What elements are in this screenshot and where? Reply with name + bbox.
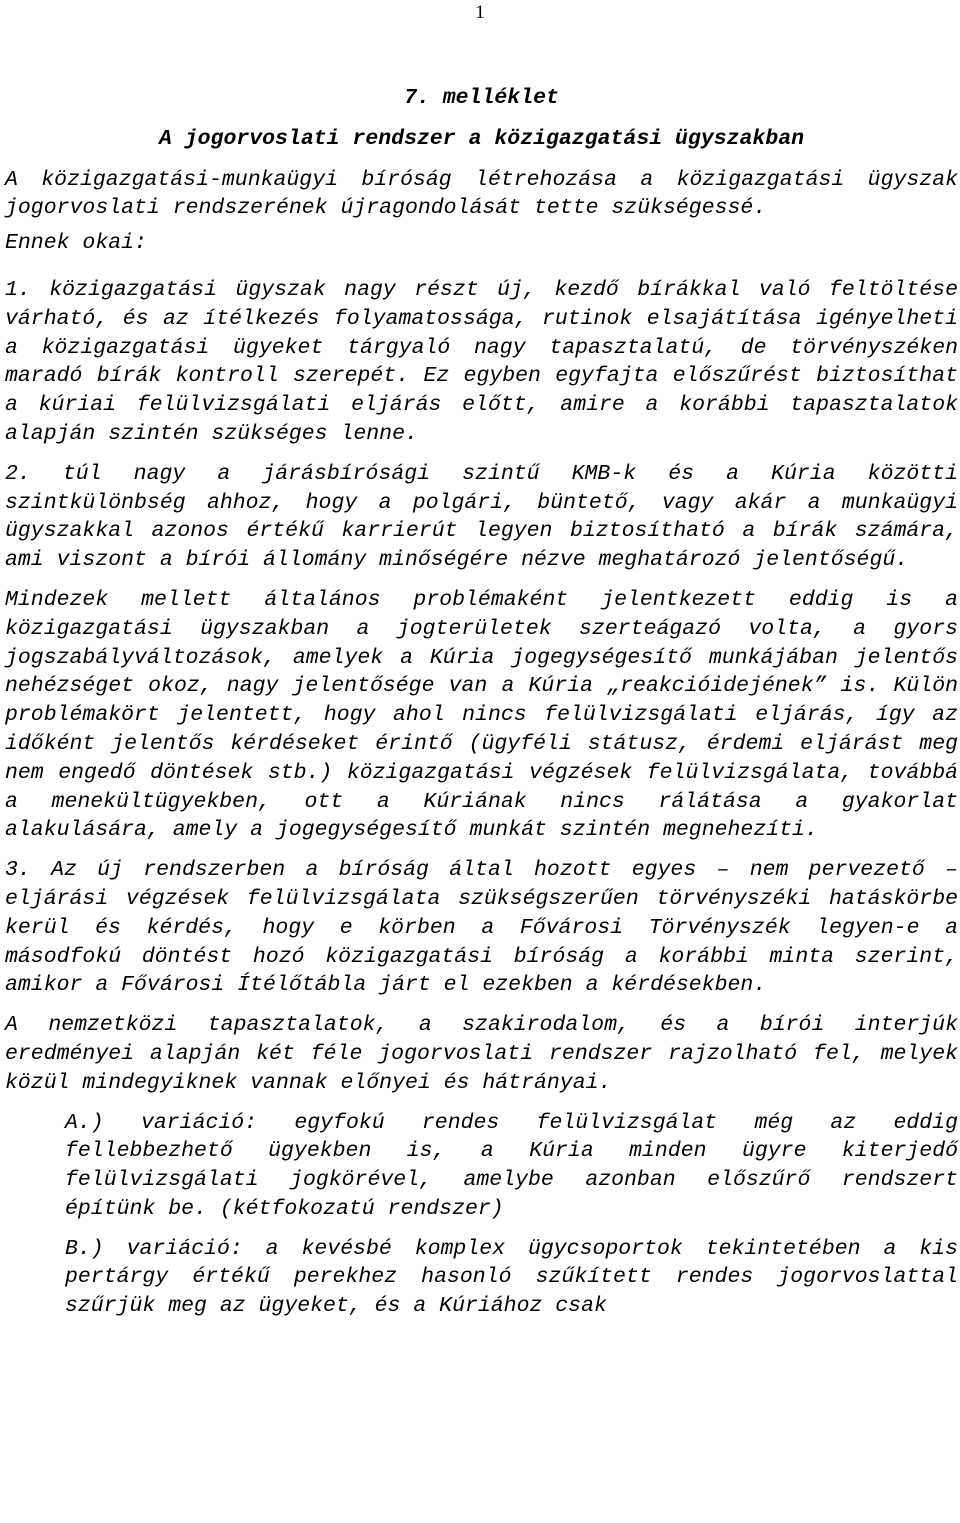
annex-heading: 7. melléklet: [404, 86, 559, 110]
variant-b-paragraph: B.) variáció: a kevésbé komplex ügycsoportok tekintetében a kis pertárgy értékű perekhez hasonló szűkített rendes jogorvoslattal szűrjük meg az ügyeket, és a Kúriához csak: [65, 1236, 958, 1319]
reason-2-paragraph: 2. túl nagy a járásbírósági szintű KMB-k és a Kúria közötti szintkülönbség ahhoz, hogy a polgári, büntető, vagy akár a munkaügyi ügyszakkal azonos értékű karrierút legyen biztosítható a bírák számára, ami viszont a bírói állomány minőségére nézve meghatározó jelentőségű.: [5, 461, 958, 573]
general-problems-paragraph: Mindezek mellett általános problémaként jelentkezett eddig is a közigazgatási ügyszakban a jogterületek szerteágazó volta, a gyors jogszabályváltozások, amelyek a Kúria jogegységesítő munkájában jelentős nehézséget okoz, nagy jelentősége van a Kúria „reakcióidejének” is. Külön problémakört jelentett, hogy ahol nincs felülvizsgálati eljárás, így az időként jelentős kérdéseket érintő (ügyféli státusz, érdemi eljárást meg nem engedő döntések stb.) közigazgatási végzések felülvizsgálata, továbbá a menekültügyekben, ott a Kúriának nincs rálátása a gyakorlat alakulására, amely a jogegységesítő munkát szintén megnehezíti.: [5, 587, 958, 843]
international-experience-paragraph: A nemzetközi tapasztalatok, a szakirodalom, és a bírói interjúk eredményei alapján két féle jogorvoslati rendszer rajzolható fel, melyek közül mindegyiknek vannak előnyei és hátrányai.: [5, 1013, 958, 1095]
reason-1-paragraph: 1. közigazgatási ügyszak nagy részt új, kezdő bírákkal való feltöltése várható, és az ítélkezés folyamatossága, rutinok elsajátítása igényelheti a közigazgatási ügyeket tárgyaló nagy tapasztalatú, de törvényszéken maradó bírák kontroll szerepét. Ez egyben egyfajta előszűrést biztosíthat a kúriai felülvizsgálati eljárás előtt, amire a korábbi tapasztalatok alapján szintén szükséges lenne.: [5, 277, 958, 446]
reason-3-paragraph: 3. Az új rendszerben a bíróság által hozott egyes – nem pervezető – eljárási végzések felülvizsgálata szükségszerűen törvényszéki hatáskörbe kerül és kérdés, hogy e körben a Fővárosi Törvényszék legyen-e a másodfokú döntést hozó közigazgatási bíróság a korábbi minta szerint, amikor a Fővárosi Ítélőtábla járt el ezekben a kérdésekben.: [5, 858, 958, 998]
document-body: [5, 84, 958, 1332]
variant-a-paragraph: A.) variáció: egyfokú rendes felülvizsgálat még az eddig fellebbezhető ügyekben is, a Kúria minden ügyre kiterjedő felülvizsgálati jogkörével, amelybe azonban előszűrő rendszert építünk be. (kétfokozatú rendszer): [65, 1110, 958, 1221]
document-title: A jogorvoslati rendszer a közigazgatási ügyszakban: [158, 126, 805, 151]
page-number: 1: [475, 2, 485, 23]
intro-paragraph: A közigazgatási-munkaügyi bíróság létrehozása a közigazgatási ügyszak jogorvoslati rendszerének újragondolását tette szükségessé.: [5, 167, 958, 221]
reasons-label: Ennek okai:: [5, 231, 147, 256]
